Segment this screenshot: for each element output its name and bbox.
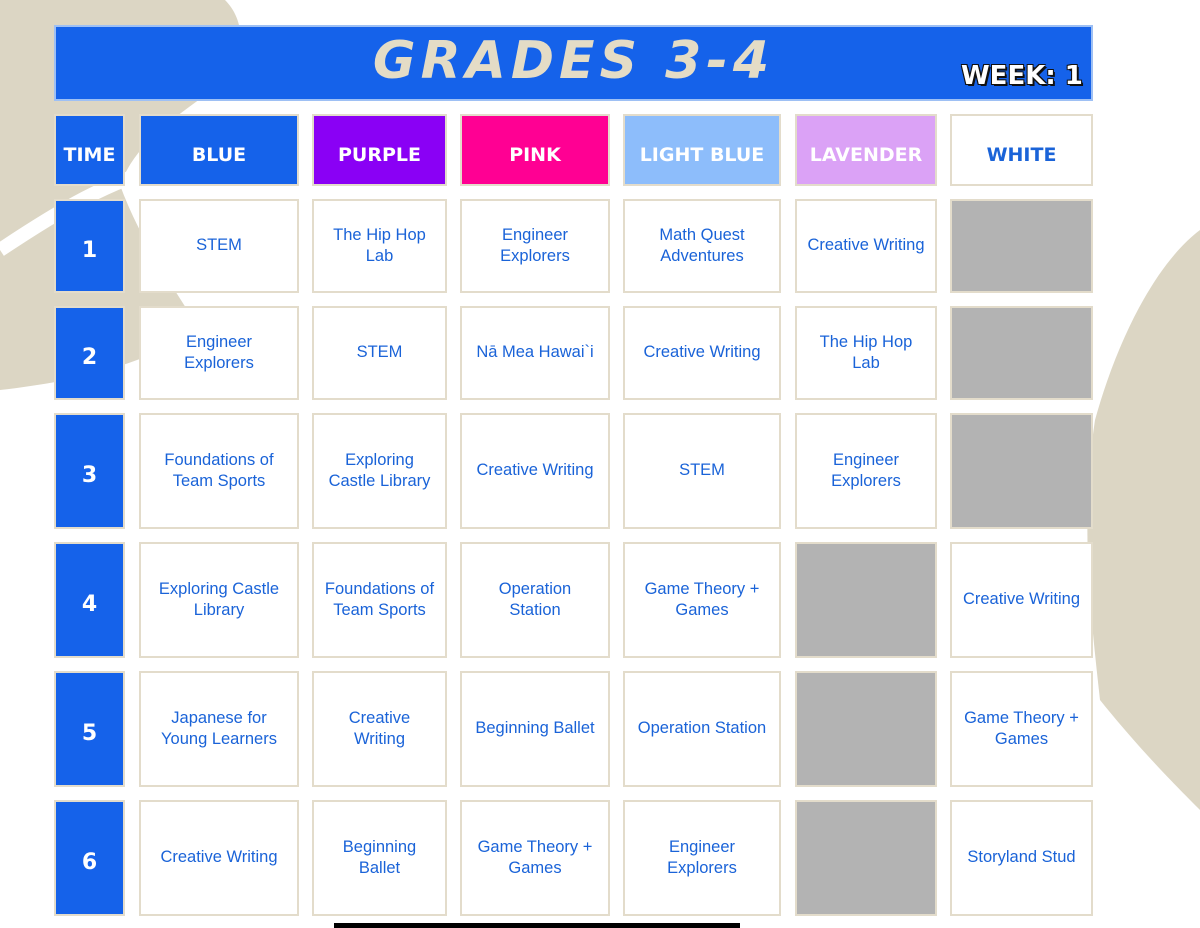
activity-cell: Japanese for Young Learners [139,671,299,787]
activity-cell: STEM [312,306,447,400]
bottom-scrollbar[interactable] [334,923,740,928]
activity-cell: The Hip Hop Lab [795,306,937,400]
activity-cell: Exploring Castle Library [139,542,299,658]
activity-cell: Exploring Castle Library [312,413,447,529]
activity-cell: Creative Writing [460,413,610,529]
week-label: WEEK: 1 [961,61,1083,91]
activity-cell: Game Theory + Games [460,800,610,916]
header-white: WHITE [950,114,1093,186]
empty-slot [795,800,937,916]
time-slot: 6 [54,800,125,916]
header-lavender: LAVENDER [795,114,937,186]
header-pink: PINK [460,114,610,186]
time-slot: 5 [54,671,125,787]
empty-slot [795,671,937,787]
page-title: GRADES 3-4 [372,31,775,91]
title-banner [54,25,1093,101]
empty-slot [950,199,1093,293]
activity-cell: Creative Writing [312,671,447,787]
activity-cell: Foundations of Team Sports [312,542,447,658]
activity-cell: Creative Writing [950,542,1093,658]
activity-cell: Engineer Explorers [623,800,781,916]
activity-cell: STEM [623,413,781,529]
activity-cell: Beginning Ballet [312,800,447,916]
activity-cell: Operation Station [623,671,781,787]
time-slot: 3 [54,413,125,529]
header-time: TIME [54,114,125,186]
time-slot: 2 [54,306,125,400]
activity-cell: Engineer Explorers [460,199,610,293]
activity-cell: Game Theory + Games [623,542,781,658]
activity-cell: Engineer Explorers [795,413,937,529]
header-blue: BLUE [139,114,299,186]
activity-cell: Engineer Explorers [139,306,299,400]
activity-cell: Beginning Ballet [460,671,610,787]
header-light-blue: LIGHT BLUE [623,114,781,186]
activity-cell: Creative Writing [795,199,937,293]
activity-cell: Creative Writing [139,800,299,916]
empty-slot [795,542,937,658]
activity-cell: The Hip Hop Lab [312,199,447,293]
activity-cell: STEM [139,199,299,293]
header-purple: PURPLE [312,114,447,186]
right-blob [1087,230,1200,810]
activity-cell: Math Quest Adventures [623,199,781,293]
activity-cell: Storyland Stud [950,800,1093,916]
activity-cell: Nā Mea Hawai`i [460,306,610,400]
empty-slot [950,306,1093,400]
activity-cell: Foundations of Team Sports [139,413,299,529]
empty-slot [950,413,1093,529]
time-slot: 4 [54,542,125,658]
activity-cell: Game Theory + Games [950,671,1093,787]
activity-cell: Creative Writing [623,306,781,400]
activity-cell: Operation Station [460,542,610,658]
time-slot: 1 [54,199,125,293]
